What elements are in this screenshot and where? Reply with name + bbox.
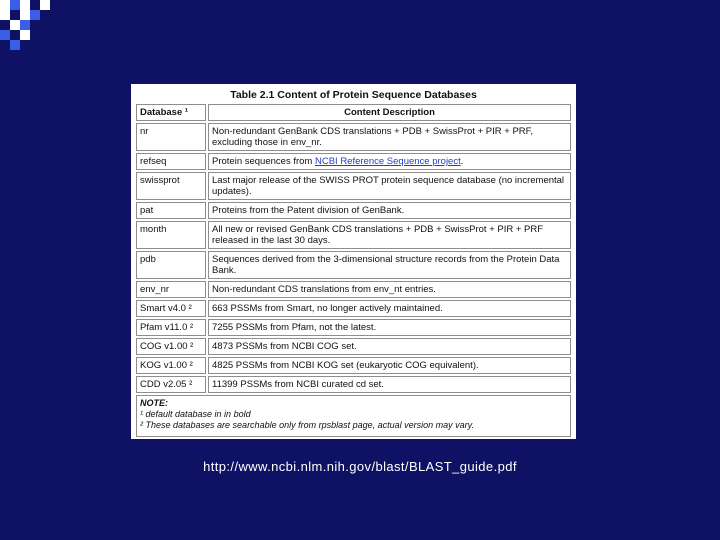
- database-table-image: [131, 84, 576, 439]
- decorative-square: [30, 10, 40, 20]
- decorative-square: [10, 40, 20, 50]
- database-name: Smart v4.0 ²: [136, 300, 206, 317]
- database-name: pdb: [136, 251, 206, 279]
- table-row: [136, 357, 571, 374]
- decorative-square: [20, 10, 30, 20]
- decorative-square: [10, 20, 20, 30]
- table-caption: Table 2.1 Content of Protein Sequence Databases: [230, 89, 477, 101]
- table-row: [136, 221, 571, 249]
- database-name: Pfam v11.0 ²: [136, 319, 206, 336]
- decorative-square: [20, 30, 30, 40]
- database-description: Non-redundant CDS translations from env_nt entries.: [208, 281, 571, 298]
- database-description: 11399 PSSMs from NCBI curated cd set.: [208, 376, 571, 393]
- database-description: [208, 153, 571, 170]
- table-row: [136, 300, 571, 317]
- database-name: swissprot: [136, 172, 206, 200]
- table-row: [136, 172, 571, 200]
- note-line: ¹ default database in in bold: [140, 409, 251, 419]
- database-description: 663 PSSMs from Smart, no longer actively maintained.: [208, 300, 571, 317]
- table-row: [136, 153, 571, 170]
- decorative-square: [10, 0, 20, 10]
- database-name: pat: [136, 202, 206, 219]
- table-row: [136, 123, 571, 151]
- database-name: refseq: [136, 153, 206, 170]
- table-row: [136, 251, 571, 279]
- notes-title: NOTE:: [140, 398, 168, 408]
- description-text: Protein sequences from: [212, 156, 315, 167]
- database-description: Non-redundant GenBank CDS translations + PDB + SwissProt + PIR + PRF, excluding those in env_nr.: [208, 123, 571, 151]
- database-name: KOG v1.00 ²: [136, 357, 206, 374]
- decorative-square: [40, 0, 50, 10]
- table-notes: [136, 395, 571, 437]
- decorative-square: [20, 20, 30, 30]
- decorative-square: [0, 10, 10, 20]
- table-row: [136, 376, 571, 393]
- header-content-description: Content Description: [208, 104, 571, 121]
- protein-database-table: [134, 87, 573, 439]
- database-name: env_nr: [136, 281, 206, 298]
- database-name: CDD v2.05 ²: [136, 376, 206, 393]
- database-description: Proteins from the Patent division of GenBank.: [208, 202, 571, 219]
- notes-row: [136, 395, 571, 437]
- database-description: 7255 PSSMs from Pfam, not the latest.: [208, 319, 571, 336]
- source-url: http://www.ncbi.nlm.nih.gov/blast/BLAST_guide.pdf: [203, 459, 517, 474]
- database-name: nr: [136, 123, 206, 151]
- database-description: All new or revised GenBank CDS translations + PDB + SwissProt + PIR + PRF released in the last 30 days.: [208, 221, 571, 249]
- table-row: [136, 338, 571, 355]
- note-line: ² These databases are searchable only from rpsblast page, actual version may vary.: [140, 420, 474, 430]
- table-header-row: [136, 104, 571, 121]
- table-row: [136, 281, 571, 298]
- decorative-square: [20, 0, 30, 10]
- table-row: [136, 319, 571, 336]
- database-description: 4825 PSSMs from NCBI KOG set (eukaryotic COG equivalent).: [208, 357, 571, 374]
- refseq-project-link[interactable]: NCBI Reference Sequence project: [314, 156, 461, 167]
- decorative-square: [0, 0, 10, 10]
- database-description: Sequences derived from the 3-dimensional structure records from the Protein Data Bank.: [208, 251, 571, 279]
- description-text: .: [460, 156, 464, 167]
- database-name: month: [136, 221, 206, 249]
- table-row: [136, 202, 571, 219]
- header-database: Database ¹: [136, 104, 206, 121]
- decorative-square: [0, 30, 10, 40]
- database-description: 4873 PSSMs from NCBI COG set.: [208, 338, 571, 355]
- database-description: Last major release of the SWISS PROT protein sequence database (no incremental updates).: [208, 172, 571, 200]
- database-name: COG v1.00 ²: [136, 338, 206, 355]
